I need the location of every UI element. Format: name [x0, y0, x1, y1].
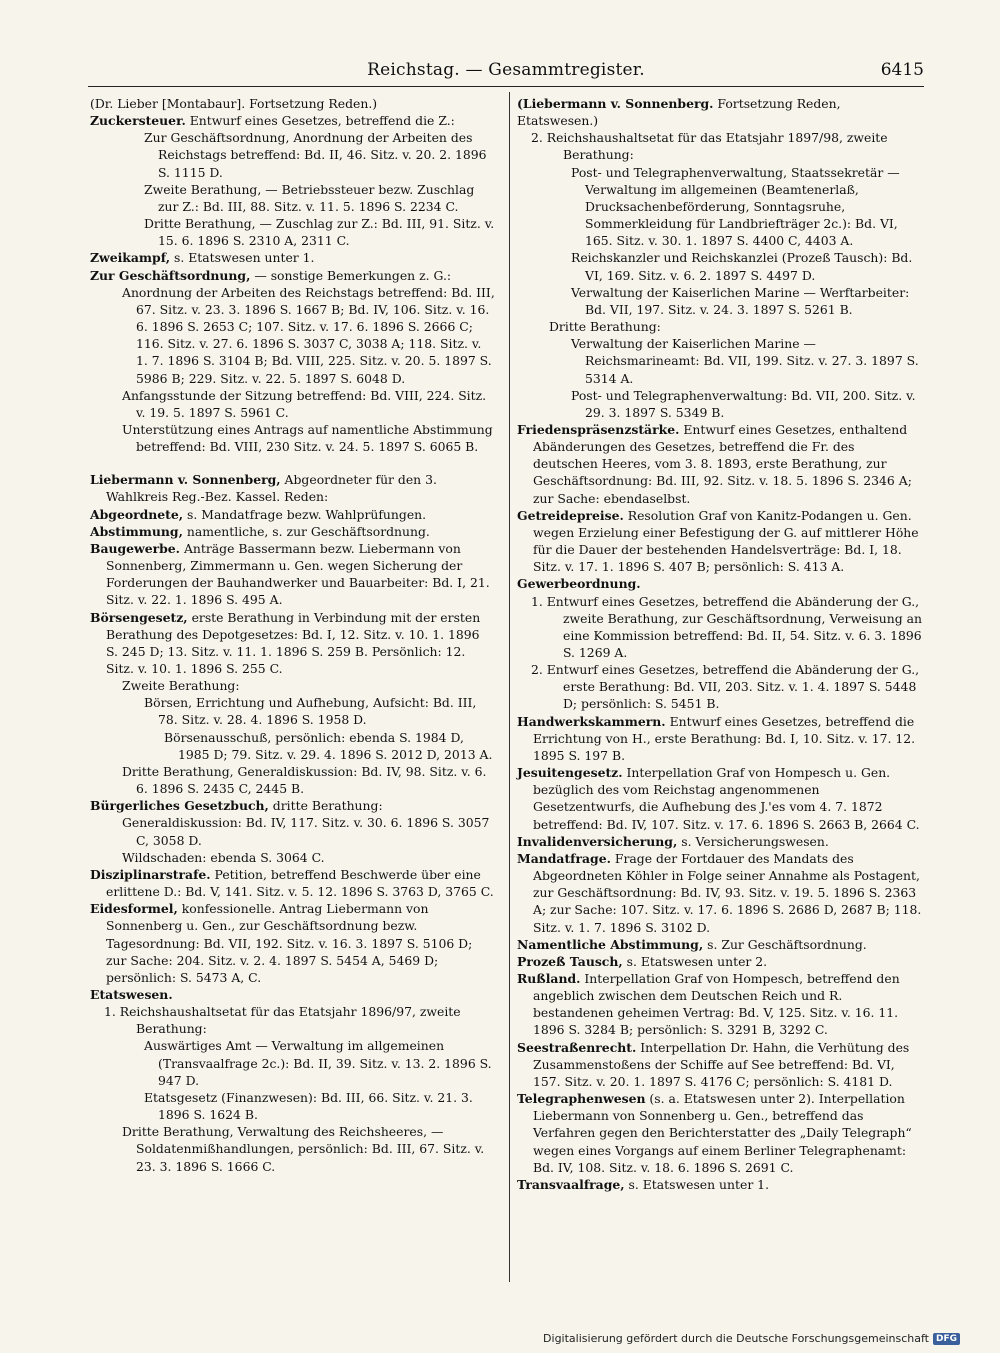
left-column: [90, 95, 495, 1175]
index-entry: [90, 249, 495, 266]
entry-text: Börsen, Errichtung und Aufhebung, Aufsicht: Bd. III, 78. Sitz. v. 28. 4. 1896 S. 1958 D.: [144, 695, 477, 728]
index-entry: [517, 284, 922, 318]
entry-text: — sonstige Bemerkungen z. G.:: [250, 267, 452, 283]
index-entry: [90, 729, 495, 763]
index-entry: [90, 421, 495, 455]
entry-text: Dritte Berathung, Verwaltung des Reichsheeres, — Soldatenmißhandlungen, persönlich: Bd. III, 67. Sitz. v. 23. 3. 1896 S. 1666 C.: [122, 1124, 485, 1174]
entry-keyword: Eidesformel,: [90, 901, 178, 917]
entry-text: Zweite Berathung, — Betriebssteuer bezw. Zuschlag zur Z.: Bd. III, 88. Sitz. v. 11. 5. 1896 S. 2234 C.: [144, 181, 475, 214]
index-entry: [90, 267, 495, 284]
footer: [543, 1332, 960, 1345]
index-entry: [90, 540, 495, 609]
entry-text: Post- und Telegraphenverwaltung, Staatssekretär — Verwaltung im allgemeinen (Beamtenerlaß, Drucksachenbeförderung, Sonntagsruhe, Sommerkleidung für Landbriefträger 2c.): Bd. VI, 165. Sitz. v. 30. 1. 1897 S. 4400 C, 4403 A.: [571, 164, 900, 249]
entry-text: Wildschaden: ebenda S. 3064 C.: [122, 849, 325, 865]
index-entry: [90, 1123, 495, 1174]
entry-keyword: Etatswesen.: [90, 986, 173, 1002]
entry-text: namentliche, s. zur Geschäftsordnung.: [182, 523, 430, 539]
entry-text: 2. Reichshaushaltsetat für das Etatsjahr 1897/98, zweite Berathung:: [531, 130, 888, 163]
entry-text: 1. Reichshaushaltsetat für das Etatsjahr 1896/97, zweite Berathung:: [104, 1004, 461, 1037]
entry-text: Börsenausschuß, persönlich: ebenda S. 1984 D, 1985 D; 79. Sitz. v. 29. 4. 1896 S. 2012 D, 2013 A.: [164, 729, 493, 762]
entry-text: Anfangsstunde der Sitzung betreffend: Bd. VIII, 224. Sitz. v. 19. 5. 1897 S. 5961 C.: [122, 387, 487, 420]
entry-keyword: Handwerkskammern.: [517, 713, 666, 729]
entry-text: dritte Berathung:: [268, 798, 383, 814]
entry-keyword: Telegraphenwesen: [517, 1091, 646, 1107]
index-entry: [517, 953, 922, 970]
entry-keyword: Seestraßenrecht.: [517, 1039, 637, 1055]
entry-text: erste Berathung in Verbindung mit der ersten Berathung des Depotgesetzes: Bd. I, 12. Sitz. v. 10. 1. 1896 S. 245 D; 13. Sitz. v. 11. 1. 1896 S. 259 B. Persönlich: 12. Sitz. v. 10. 1. 1896 S. 255 C.: [106, 609, 481, 676]
entry-text: 2. Entwurf eines Gesetzes, betreffend die Abänderung der G., erste Berathung: Bd. VII, 203. Sitz. v. 1. 4. 1897 S. 5448 D; persönlich: S. 5451 B.: [531, 662, 920, 712]
index-entry: [90, 387, 495, 421]
entry-text: Abgeordneter für den 3. Wahlkreis Reg.-Bez. Kassel. Reden:: [106, 472, 437, 505]
entry-text: Anträge Bassermann bezw. Liebermann von Sonnenberg, Zimmermann u. Gen. wegen Sicherung der Forderungen der Bauhandwerker und Bauarbeiter: Bd. I, 21. Sitz. v. 22. 1. 1896 S. 495 A.: [106, 540, 490, 608]
entry-text: s. Etatswesen unter 1.: [624, 1176, 770, 1192]
right-column: [517, 95, 922, 1193]
index-entry: [90, 763, 495, 797]
index-entry: [517, 593, 922, 662]
entry-text: Unterstützung eines Antrags auf namentliche Abstimmung betreffend: Bd. VIII, 230 Sitz. v. 24. 5. 1897 S. 6065 B.: [122, 421, 493, 455]
entry-keyword: Börsengesetz,: [90, 609, 188, 625]
entry-text: konfessionelle. Antrag Liebermann von Sonnenberg u. Gen., zur Geschäftsordnung bezw. Tagesordnung: Bd. VII, 192. Sitz. v. 16. 3. 1897 S. 5106 D; zur Sache: 204. Sitz. v. 2. 4. 1897 S. 5454 A, 5469 D; persönlich: S. 5473 A, C.: [106, 901, 473, 985]
index-entry: [517, 1039, 922, 1090]
entry-keyword: Zweikampf,: [90, 250, 171, 266]
entry-text: 1. Entwurf eines Gesetzes, betreffend die Abänderung der G., zweite Berathung, zur Geschäftsordnung, Verweisung an eine Kommission betreffend: Bd. II, 54. Sitz. v. 6. 3. 1896 S. 1269 A.: [531, 593, 922, 660]
entry-text: Verwaltung der Kaiserlichen Marine — Werftarbeiter: Bd. VII, 197. Sitz. v. 24. 3. 1897 S. 5261 B.: [571, 284, 910, 317]
index-entry: [90, 215, 495, 249]
entry-keyword: Jesuitengesetz.: [517, 765, 623, 781]
index-entry: [517, 318, 922, 335]
entry-text: (Dr. Lieber [Montabaur]. Fortsetzung Reden.): [90, 96, 378, 111]
entry-text: Zweite Berathung:: [122, 678, 240, 694]
entry-keyword: Liebermann v. Sonnenberg,: [90, 472, 281, 488]
index-entry: [517, 1090, 922, 1176]
index-entry: [517, 129, 922, 163]
entry-keyword: Disziplinarstrafe.: [90, 866, 211, 882]
index-entry: [517, 1176, 922, 1193]
index-entry: [517, 164, 922, 250]
index-entry: [90, 986, 495, 1003]
index-entry: [90, 471, 495, 505]
index-entry: [90, 814, 495, 848]
index-entry: [517, 421, 922, 507]
column-divider: [509, 92, 510, 1282]
entry-text: s. Etatswesen unter 1.: [170, 250, 315, 266]
entry-keyword: Zur Geschäftsordnung,: [90, 267, 251, 283]
entry-text: Verwaltung der Kaiserlichen Marine — Reichsmarineamt: Bd. VII, 199. Sitz. v. 27. 3. 1897 S. 5314 A.: [571, 336, 919, 386]
index-entry: [517, 507, 922, 576]
entry-keyword: Friedenspräsenzstärke.: [517, 421, 680, 437]
page-title: Reichstag. — Gesammtregister.: [367, 60, 645, 80]
index-entry: [517, 713, 922, 764]
entry-keyword: Baugewerbe.: [90, 540, 180, 556]
entry-text: Petition, betreffend Beschwerde über eine erlittene D.: Bd. V, 141. Sitz. v. 5. 12. 1896 S. 3763 D, 3765 C.: [106, 866, 494, 900]
entry-keyword: Invalidenversicherung,: [517, 833, 678, 849]
entry-text: Entwurf eines Gesetzes, betreffend die Errichtung von H., erste Berathung: Bd. I, 10. Sitz. v. 17. 12. 1895 S. 197 B.: [533, 713, 916, 763]
entry-text: Zur Geschäftsordnung, Anordnung der Arbeiten des Reichstags betreffend: Bd. II, 46. Sitz. v. 20. 2. 1896 S. 1115 D.: [144, 130, 487, 180]
entry-text: Entwurf eines Gesetzes, betreffend die Z.:: [185, 113, 455, 129]
entry-keyword: (Liebermann v. Sonnenberg.: [517, 96, 714, 111]
index-entry: [517, 575, 922, 592]
index-entry: [90, 284, 495, 387]
entry-text: Post- und Telegraphenverwaltung: Bd. VII, 200. Sitz. v. 29. 3. 1897 S. 5349 B.: [571, 387, 916, 420]
index-entry: [517, 970, 922, 1039]
index-entry: [90, 1037, 495, 1088]
page-header: [88, 58, 924, 87]
entry-text: Generaldiskussion: Bd. IV, 117. Sitz. v. 30. 6. 1896 S. 3057 C, 3058 D.: [122, 815, 490, 848]
entry-text: s. Versicherungswesen.: [677, 833, 829, 849]
index-entry: [90, 95, 495, 112]
entry-keyword: Mandatfrage.: [517, 850, 611, 866]
index-entry: [90, 677, 495, 694]
index-entry: [517, 249, 922, 283]
entry-keyword: Zuckersteuer.: [90, 113, 186, 129]
entry-text: Dritte Berathung, Generaldiskussion: Bd. IV, 98. Sitz. v. 6. 6. 1896 S. 2435 C, 2445 B.: [122, 763, 487, 797]
index-entry: [517, 95, 922, 129]
index-entry: [90, 797, 495, 814]
entry-text: Interpellation Dr. Hahn, die Verhütung des Zusammenstoßens der Schiffe auf See betreffend: Bd. VI, 157. Sitz. v. 20. 1. 1897 S. 4176 C; persönlich: S. 4181 D.: [533, 1039, 910, 1089]
entry-keyword: Rußland.: [517, 970, 581, 986]
index-entry: [517, 850, 922, 936]
entry-text: Interpellation Graf von Hompesch u. Gen. bezüglich des vom Reichstag angenommenen Gesetzentwurfs, die Aufhebung des J.'es vom 4. 7. 1872 betreffend: Bd. IV, 107. Sitz. v. 17. 6. 1896 S. 2663 B, 2664 C.: [533, 765, 920, 832]
index-entry: [90, 112, 495, 129]
entry-text: Interpellation Graf von Hompesch, betreffend den angeblich zwischen dem Deutschen Reich und R. bestandenen geheimen Vertrag: Bd. V, 125. Sitz. v. 16. 11. 1896 S. 3284 B; persönlich: S. 3291 B, 3292 C.: [533, 970, 900, 1038]
index-entry: [517, 936, 922, 953]
index-entry: [90, 1089, 495, 1123]
entry-text: Anordnung der Arbeiten des Reichstags betreffend: Bd. III, 67. Sitz. v. 23. 3. 1896 S. 1667 B; Bd. IV, 106. Sitz. v. 16. 6. 1896 S. 2653 C; 107. Sitz. v. 17. 6. 1896 S. 2666 C; 116. Sitz. v. 27. 6. 1896 S. 3037 C, 3038 A; 118. Sitz. v. 1. 7. 1896 S. 3104 B; Bd. VIII, 225. Sitz. v. 20. 5. 1897 S. 5986 B; 229. Sitz. v. 22. 5. 1897 S. 6048 D.: [122, 284, 495, 386]
index-entry: [90, 181, 495, 215]
entry-text: Etatsgesetz (Finanzwesen): Bd. III, 66. Sitz. v. 21. 3. 1896 S. 1624 B.: [144, 1089, 473, 1123]
entry-text: s. Etatswesen unter 2.: [622, 953, 768, 969]
index-entry: [517, 387, 922, 421]
entry-keyword: Bürgerliches Gesetzbuch,: [90, 798, 269, 814]
index-entry: [90, 694, 495, 728]
entry-keyword: Abstimmung,: [90, 523, 183, 539]
index-entry: [90, 523, 495, 540]
index-entry: [90, 849, 495, 866]
entry-text: Fortsetzung Reden, Etatswesen.): [517, 96, 841, 129]
entry-text: Frage der Fortdauer des Mandats des Abgeordneten Köhler in Folge seiner Annahme als Postagent, zur Geschäftsordnung: Bd. IV, 93. Sitz. v. 19. 5. 1896 S. 2363 A; zur Sache: 107. Sitz. v. 17. 6. 1896 S. 2686 D, 2687 B; 118. Sitz. v. 1. 7. 1896 S. 3102 D.: [533, 850, 922, 935]
index-entry: [90, 1003, 495, 1037]
index-entry: [517, 661, 922, 712]
entry-text: Dritte Berathung:: [549, 319, 661, 335]
entry-text: Auswärtiges Amt — Verwaltung im allgemeinen (Transvaalfrage 2c.): Bd. II, 39. Sitz. v. 13. 2. 1896 S. 947 D.: [144, 1038, 492, 1088]
entry-text: (s. a. Etatswesen unter 2). Interpellation Liebermann von Sonnenberg u. Gen., betreffend das Verfahren gegen den Berichterstatter des „Daily Telegraph“ wegen eines Vorgangs auf einem Berliner Telegraphenamt: Bd. IV, 108. Sitz. v. 18. 6. 1896 S. 2691 C.: [533, 1091, 912, 1175]
dfg-logo: DFG: [933, 1333, 960, 1345]
entry-text: s. Zur Geschäftsordnung.: [703, 936, 867, 952]
index-entry: [90, 866, 495, 900]
index-entry: [517, 335, 922, 386]
entry-keyword: Abgeordnete,: [90, 506, 184, 522]
entry-text: Entwurf eines Gesetzes, enthaltend Abänderungen des Gesetzes, betreffend die Fr. des deutschen Heeres, vom 3. 8. 1893, erste Berathung, zur Geschäftsordnung: Bd. III, 92. Sitz. v. 18. 5. 1896 S. 2346 A; zur Sache: ebendaselbst.: [533, 421, 912, 506]
page-number: 6415: [880, 60, 924, 80]
index-entry: [517, 764, 922, 833]
entry-text: Resolution Graf von Kanitz-Podangen u. Gen. wegen Erzielung einer Befestigung der G. auf mittlerer Höhe für die Dauer der bestehenden Handelsverträge: Bd. I, 18. Sitz. v. 17. 1. 1896 S. 407 B; persönlich: S. 413 A.: [533, 507, 919, 575]
entry-keyword: Gewerbeordnung.: [517, 576, 641, 592]
index-entry: [90, 506, 495, 523]
entry-text: Reichskanzler und Reichskanzlei (Prozeß Tausch): Bd. VI, 169. Sitz. v. 6. 2. 1897 S. 4497 D.: [571, 250, 913, 283]
entry-keyword: Getreidepreise.: [517, 507, 624, 523]
index-entry: [90, 129, 495, 180]
entry-text: Dritte Berathung, — Zuschlag zur Z.: Bd. III, 91. Sitz. v. 15. 6. 1896 S. 2310 A, 2311 C.: [144, 216, 495, 249]
entry-keyword: Namentliche Abstimmung,: [517, 936, 704, 952]
index-entry: [90, 609, 495, 678]
index-entry: [517, 833, 922, 850]
entry-text: s. Mandatfrage bezw. Wahlprüfungen.: [183, 506, 427, 522]
entry-keyword: Prozeß Tausch,: [517, 953, 623, 969]
entry-keyword: Transvaalfrage,: [517, 1176, 625, 1192]
index-entry: [90, 900, 495, 986]
footer-text: Digitalisierung gefördert durch die Deutsche Forschungsgemeinschaft: [543, 1332, 929, 1345]
